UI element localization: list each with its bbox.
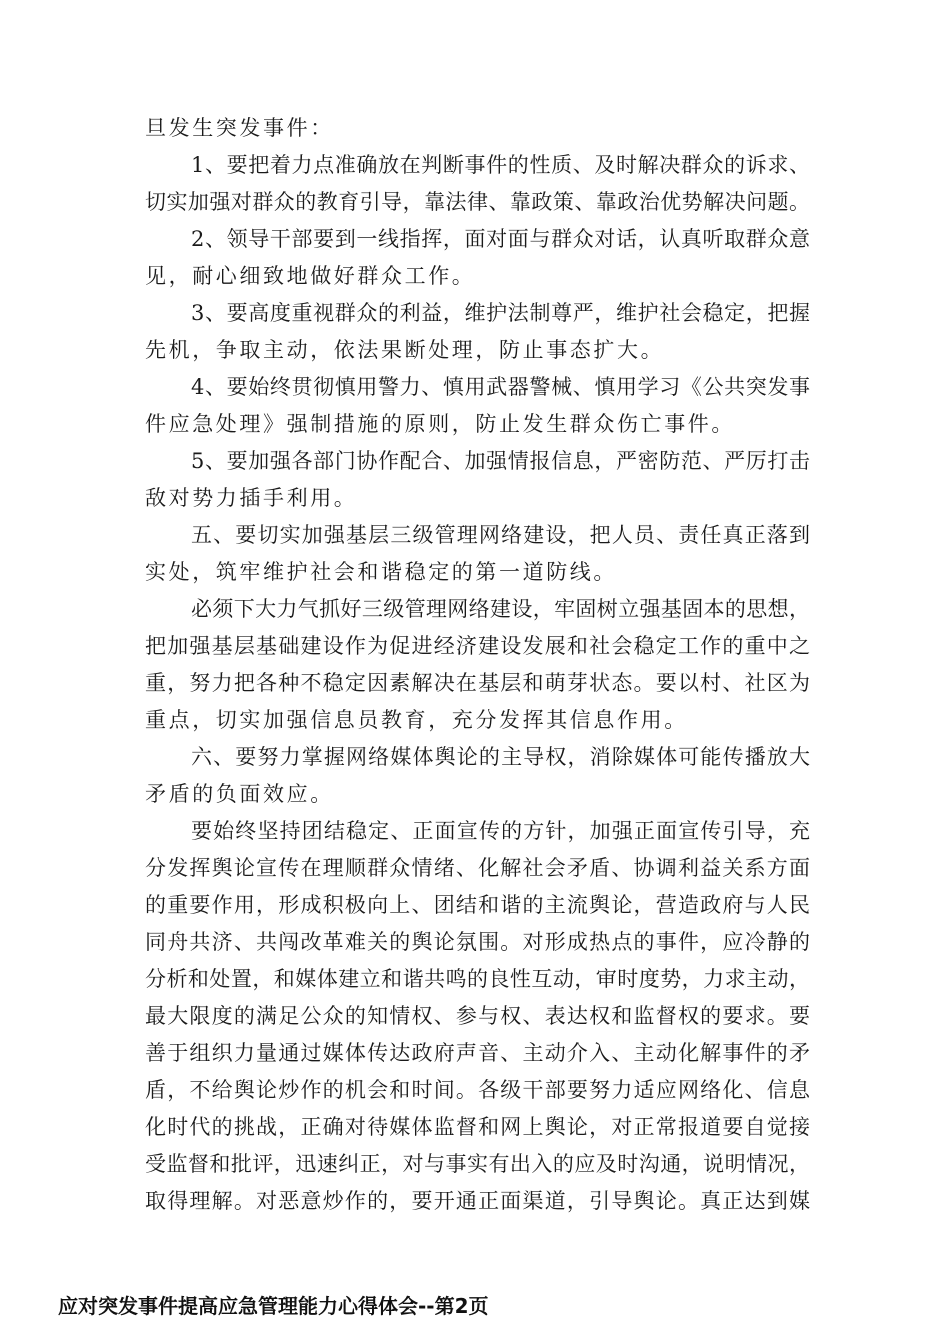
text-line: 件应急处理》强制措施的原则，防止发生群众伤亡事件。 [145,412,735,436]
text-line: 善于组织力量通过媒体传达政府声音、主动介入、主动化解事件的矛 [145,1041,810,1065]
text-line: 五、要切实加强基层三级管理网络建设，把人员、责任真正落到 [191,523,810,547]
text-line: 要始终坚持团结稳定、正面宣传的方针，加强正面宣传引导，充 [191,819,810,843]
text-line: 盾，不给舆论炒作的机会和时间。各级干部要努力适应网络化、信息 [145,1078,810,1102]
page-footer: 应对突发事件提高应急管理能力心得体会--第2页 [58,1294,489,1318]
text-line: 2、领导干部要到一线指挥，面对面与群众对话，认真听取群众意 [191,227,810,251]
text-line: 六、要努力掌握网络媒体舆论的主导权，消除媒体可能传播放大 [191,745,810,769]
text-line: 最大限度的满足公众的知情权、参与权、表达权和监督权的要求。要 [145,1004,810,1028]
text-line: 的重要作用，形成积极向上、团结和谐的主流舆论，营造政府与人民 [145,893,810,917]
text-line: 取得理解。对恶意炒作的，要开通正面渠道，引导舆论。真正达到媒 [145,1189,810,1213]
text-line: 矛盾的负面效应。 [145,782,334,806]
text-line: 3、要高度重视群众的利益，维护法制尊严，维护社会稳定，把握 [191,301,810,325]
text-line: 4、要始终贯彻慎用警力、慎用武器警械、慎用学习《公共突发事 [191,375,810,399]
text-line: 敌对势力插手利用。 [145,486,358,510]
text-line: 见，耐心细致地做好群众工作。 [145,264,476,288]
text-line: 同舟共济、共闯改革难关的舆论氛围。对形成热点的事件，应冷静的 [145,930,810,954]
text-line: 1、要把着力点准确放在判断事件的性质、及时解决群众的诉求、 [191,153,810,177]
text-line: 分析和处置，和媒体建立和谐共鸣的良性互动，审时度势，力求主动， [145,967,810,991]
text-line: 化时代的挑战，正确对待媒体监督和网上舆论，对正常报道要自觉接 [145,1115,810,1139]
text-line: 切实加强对群众的教育引导，靠法律、靠政策、靠政治优势解决问题。 [145,190,810,214]
text-line: 重，努力把各种不稳定因素解决在基层和萌芽状态。要以村、社区为 [145,671,810,695]
text-line: 旦发生突发事件： [145,116,334,140]
text-line: 分发挥舆论宣传在理顺群众情绪、化解社会矛盾、协调利益关系方面 [145,856,810,880]
document-body [145,110,810,1220]
text-line: 实处，筑牢维护社会和谐稳定的第一道防线。 [145,560,617,584]
text-line: 先机，争取主动，依法果断处理，防止事态扩大。 [145,338,665,362]
text-line: 重点，切实加强信息员教育，充分发挥其信息作用。 [145,708,688,732]
text-line: 5、要加强各部门协作配合、加强情报信息，严密防范、严厉打击 [191,449,810,473]
text-line: 必须下大力气抓好三级管理网络建设，牢固树立强基固本的思想， [191,597,810,621]
text-line: 把加强基层基础建设作为促进经济建设发展和社会稳定工作的重中之 [145,634,810,658]
text-line: 受监督和批评，迅速纠正，对与事实有出入的应及时沟通，说明情况， [145,1152,810,1176]
